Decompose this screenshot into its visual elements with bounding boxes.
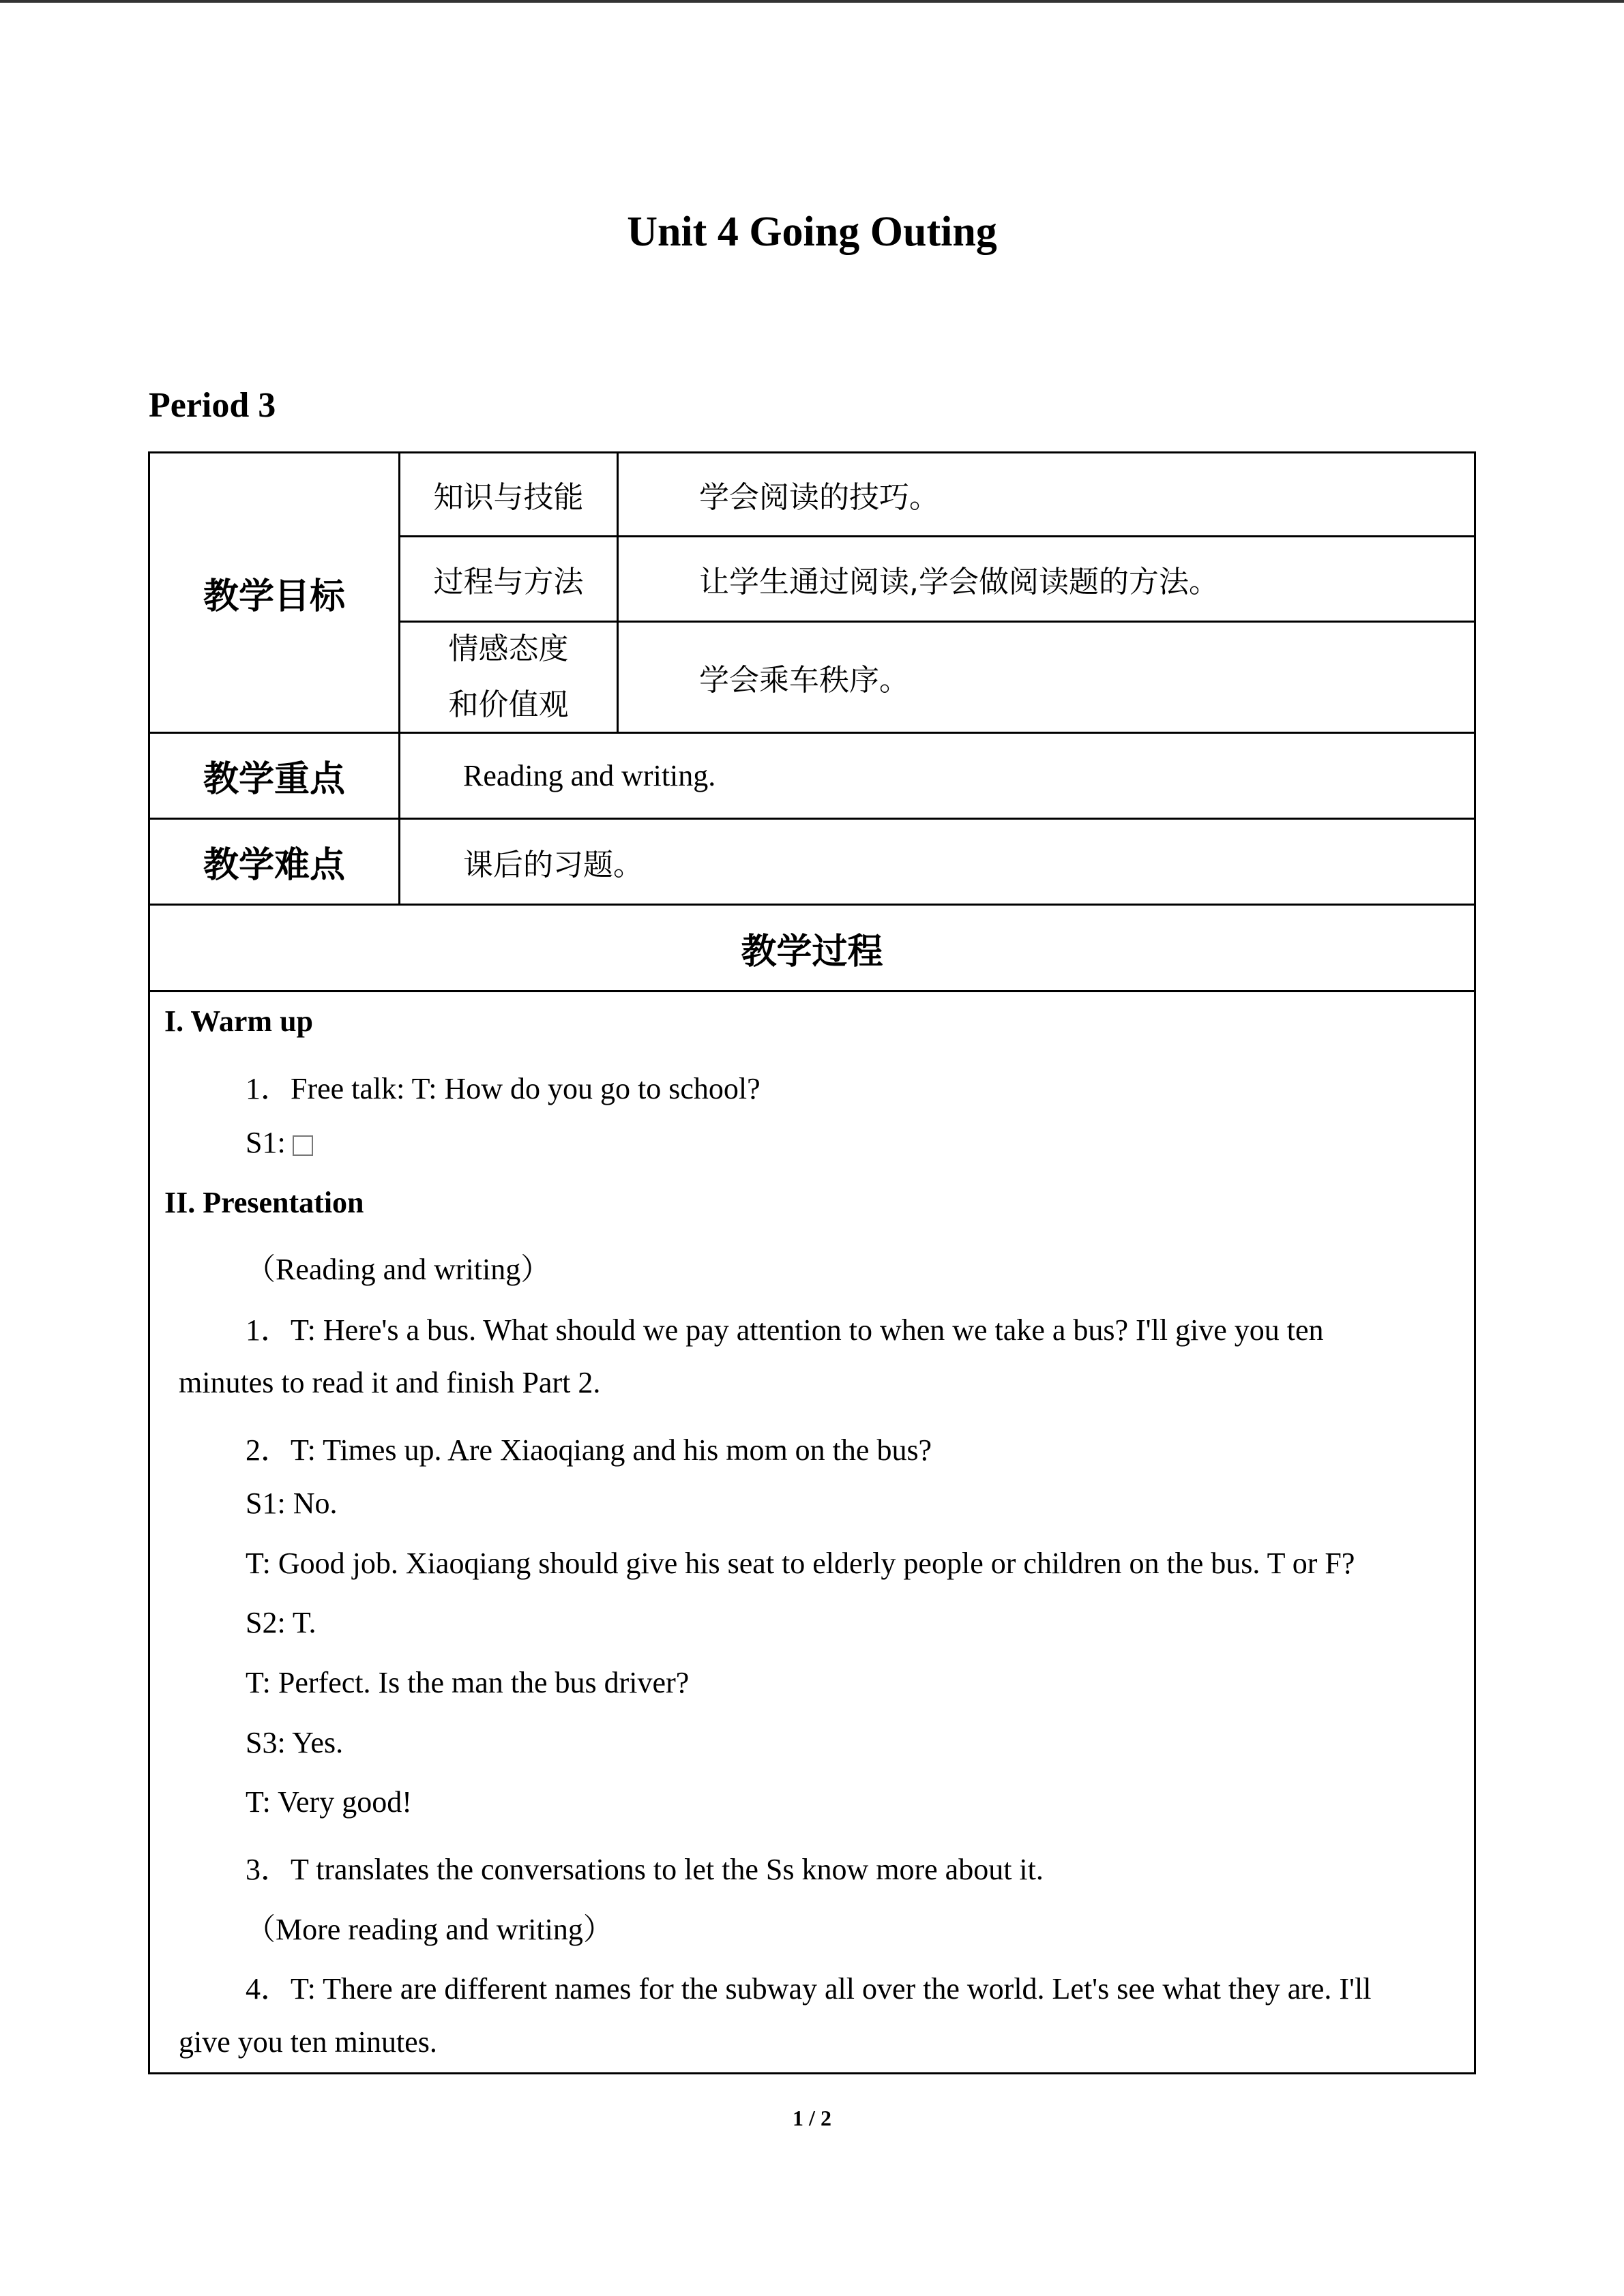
process-line: minutes to read it and finish Part 2. bbox=[179, 1366, 601, 1399]
process-line: （Reading and writing） bbox=[246, 1253, 551, 1286]
process-line: （More reading and writing） bbox=[246, 1913, 613, 1946]
table-border-bottom bbox=[148, 2072, 1476, 2074]
period-label: Period 3 bbox=[149, 386, 276, 425]
objective-content-emotion: 学会乘车秩序。 bbox=[699, 663, 909, 698]
process-line: give you ten minutes. bbox=[179, 2025, 437, 2059]
process-line: S2: T. bbox=[246, 1606, 316, 1639]
objective-content-knowledge: 学会阅读的技巧。 bbox=[699, 480, 939, 515]
process-line: 4．T: There are different names for the subway all over the world. Let's see what they are. I'll bbox=[246, 1972, 1372, 2006]
page-top-border bbox=[0, 0, 1624, 3]
objective-category-emotion-line1: 情感态度 bbox=[448, 631, 569, 666]
process-line: S1: No. bbox=[246, 1487, 338, 1520]
process-line: T: Very good! bbox=[246, 1785, 412, 1819]
difficulty-label: 教学难点 bbox=[203, 845, 345, 886]
answer-box bbox=[293, 1135, 313, 1156]
process-line: T: Perfect. Is the man the bus driver? bbox=[246, 1666, 690, 1699]
process-line: 1．T: Here's a bus. What should we pay attention to when we take a bus? I'll give you ten bbox=[246, 1313, 1324, 1347]
warmup-line-2 bbox=[246, 1125, 313, 1160]
objectives-label: 教学目标 bbox=[203, 576, 345, 617]
warmup-line-1: 1．Free talk: T: How do you go to school? bbox=[246, 1072, 761, 1105]
process-line: 2．T: Times up. Are Xiaoqiang and his mom on the bus? bbox=[246, 1433, 932, 1467]
objective-category-emotion-line2: 和价值观 bbox=[448, 687, 569, 722]
process-heading: 教学过程 bbox=[741, 931, 883, 972]
objective-category-knowledge: 知识与技能 bbox=[433, 480, 584, 515]
objective-content-process: 让学生通过阅读,学会做阅读题的方法。 bbox=[699, 565, 1219, 599]
presentation-heading: II. Presentation bbox=[164, 1186, 364, 1219]
process-line: S3: Yes. bbox=[246, 1726, 344, 1759]
difficulty-content: 课后的习题。 bbox=[463, 847, 643, 882]
col-divider-2 bbox=[617, 451, 619, 732]
warmup-line-2-text: S1: bbox=[246, 1126, 286, 1159]
process-line: T: Good job. Xiaoqiang should give his seat to elderly people or children on the bus. T or F? bbox=[246, 1547, 1355, 1580]
key-point-label: 教学重点 bbox=[203, 759, 345, 800]
lesson-plan-table bbox=[148, 451, 1476, 2074]
document-title: Unit 4 Going Outing bbox=[627, 209, 997, 255]
row-divider-process bbox=[148, 990, 1476, 992]
table-border-right bbox=[1474, 451, 1476, 2074]
objective-category-emotion bbox=[400, 623, 617, 732]
objective-category-process: 过程与方法 bbox=[433, 565, 584, 599]
key-point-content: Reading and writing. bbox=[463, 759, 716, 792]
warmup-heading: I. Warm up bbox=[164, 1004, 314, 1038]
process-line: 3．T translates the conversations to let the Ss know more about it. bbox=[246, 1853, 1044, 1886]
page-number: 1 / 2 bbox=[793, 2106, 831, 2130]
